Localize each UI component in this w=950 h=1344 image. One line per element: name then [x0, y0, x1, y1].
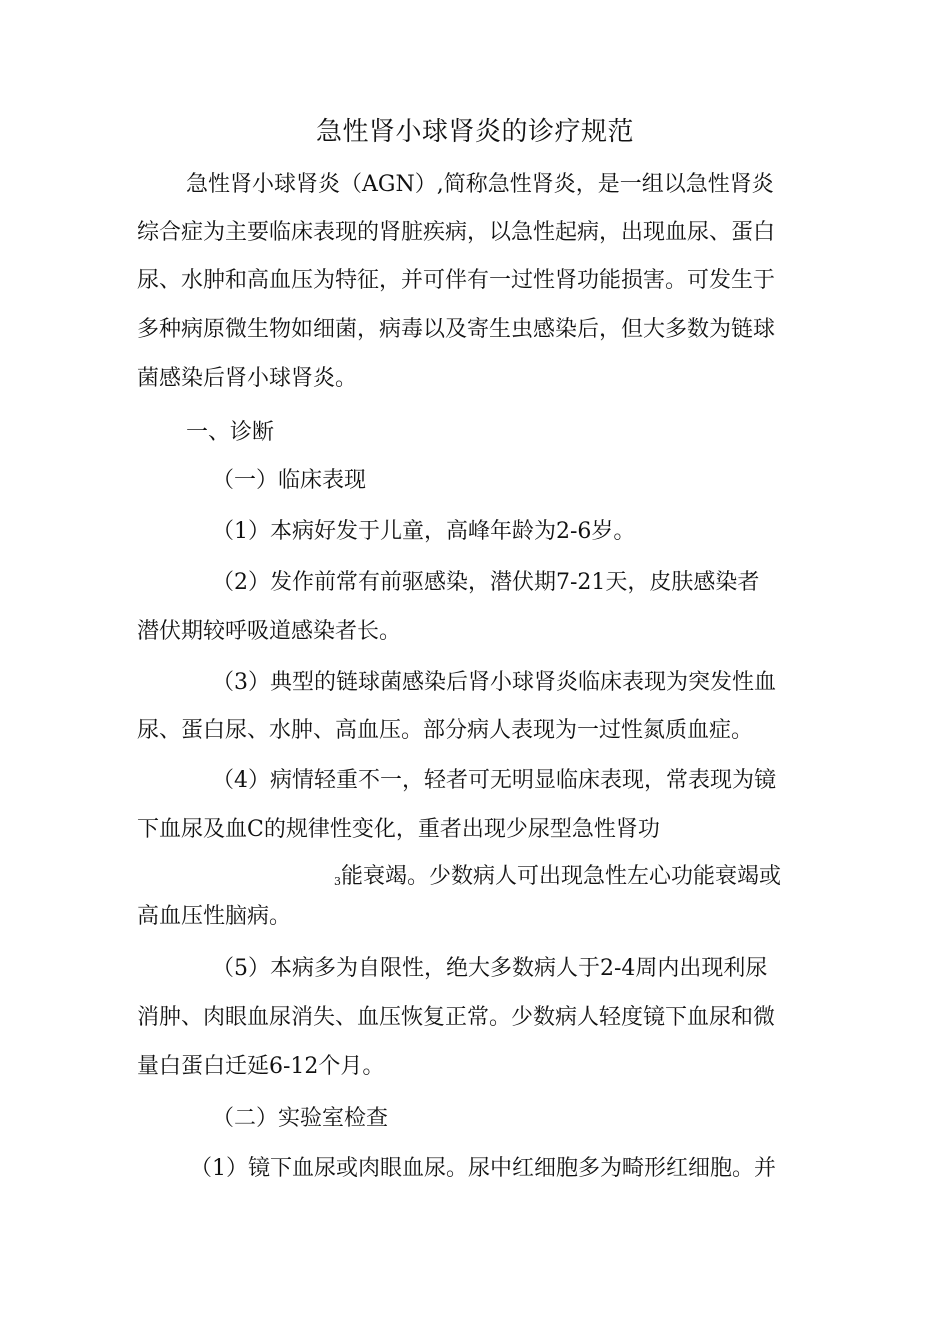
item-line: （2）发作前常有前驱感染，潜伏期7-21天，皮肤感染者 — [212, 570, 760, 595]
subsection-heading-clinical: （一）临床表现 — [212, 468, 367, 493]
item-line: 潜伏期较呼吸道感染者长。 — [137, 619, 402, 644]
item-line — [334, 860, 781, 899]
item-line: 高血压性脑病。 — [137, 904, 292, 929]
item-line: 量白蛋白迁延6-12个月。 — [137, 1054, 385, 1079]
subsection-heading-lab: （二）实验室检查 — [212, 1106, 389, 1131]
intro-line: 菌感染后肾小球肾炎。 — [137, 366, 358, 391]
item-line: （5）本病多为自限性，绝大多数病人于2-4周内出现利尿 — [212, 956, 768, 981]
section-heading-diagnosis: 一、诊断 — [186, 420, 275, 445]
intro-line: 急性肾小球肾炎（AGN）,简称急性肾炎，是一组以急性肾炎 — [186, 172, 774, 197]
clinical-item-1: （1）本病好发于儿童，高峰年龄为2-6岁。 — [212, 519, 636, 544]
item-line-text: 能衰竭。少数病人可出现急性左心功能衰竭或 — [341, 864, 782, 889]
item-line: （4）病情轻重不一，轻者可无明显临床表现，常表现为镜 — [212, 768, 776, 793]
intro-line: 尿、水肿和高血压为特征，并可伴有一过性肾功能损害。可发生于 — [137, 268, 776, 293]
intro-line: 综合症为主要临床表现的肾脏疾病，以急性起病，出现血尿、蛋白 — [137, 220, 776, 245]
document-title: 急性肾小球肾炎的诊疗规范 — [315, 117, 634, 147]
footnote-mark: 3 — [334, 875, 341, 888]
lab-item-1: （1）镜下血尿或肉眼血尿。尿中红细胞多为畸形红细胞。并 — [190, 1156, 776, 1181]
item-line: 尿、蛋白尿、水肿、高血压。部分病人表现为一过性氮质血症。 — [137, 718, 754, 743]
item-line: 下血尿及血C的规律性变化，重者出现少尿型急性肾功 — [137, 817, 660, 842]
intro-line: 多种病原微生物如细菌，病毒以及寄生虫感染后，但大多数为链球 — [137, 317, 776, 342]
item-line: （3）典型的链球菌感染后肾小球肾炎临床表现为突发性血 — [212, 670, 776, 695]
item-line: 消肿、肉眼血尿消失、血压恢复正常。少数病人轻度镜下血尿和微 — [137, 1005, 776, 1030]
